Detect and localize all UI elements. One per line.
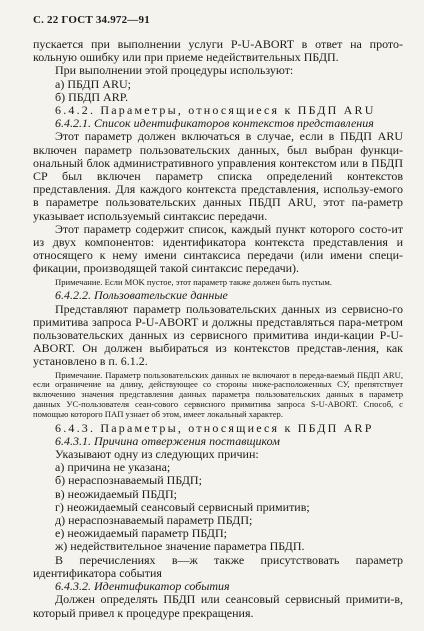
list-item: б) ПБДП ARP. <box>55 89 129 104</box>
page-header: С. 22 ГОСТ 34.972—91 <box>33 14 150 26</box>
paragraph: Представляют параметр пользовательских данных из сервисно-го примитива запроса P-U-ABORT и должны представляться пара-метром пользовательских данных из сервисного примитива инди-кации P-U-ABORT. Он должен выбираться из контекстов представ-ления, как установлено в п. 6.1.2. <box>33 301 403 369</box>
list-item: е) неожидаемый параметр ПБДП; <box>55 526 227 541</box>
list-item: г) неожидаемый сеансовый сервисный примитив; <box>55 499 310 514</box>
note: Примечание. Параметр пользовательских данных не включают в переда-ваемый ПБДП ARU, если ограничение на длину, действующее со стороны ниже-расположенных СУ, препятствует включению значения представления данных параметра пользовательских данных в параметр данных УС-пользователя сеан-сового сервисного примитива запроса S-U-ABORT. Способ, с помощью которого ПАП узнает об этом, имеет локальный характер. <box>33 369 403 419</box>
paragraph: Этот параметр содержит список, каждый пункт которого состо-ит из двух компонентов: идентификатора контекста представления и относящего к нему имени синтаксиса передачи (или имени специ-фикации, производящей такой синтаксис передачи). <box>33 221 403 276</box>
list-item: б) нераспознаваемый ПБДП; <box>55 473 202 488</box>
paragraph: В перечислениях в—ж также присутствовать параметр идентификатора события <box>33 552 403 580</box>
note: Примечание. Если MOK пустое, этот параметр также должен быть пустым. <box>55 276 332 287</box>
paragraph: Указывают одну из следующих причин: <box>55 447 259 462</box>
list-item: в) неожидаемый ПБДП; <box>55 486 177 501</box>
subsection-heading: 6.4.3.1. Причина отвержения поставщиком <box>55 433 280 448</box>
subsection-heading: 6.4.2.1. Список идентификаторов контекстов представления <box>55 116 374 131</box>
subsection-heading: 6.4.3.2. Идентификатор события <box>55 579 230 594</box>
list-item: а) ПБДП ARU; <box>55 76 131 91</box>
paragraph: Должен определять ПБДП или сеансовый сервисный примити-в, который привел к процедуре прекращения. <box>33 592 403 620</box>
list-item: ж) недействительное значение параметра ПБДП. <box>55 539 305 554</box>
paragraph: Этот параметр должен включаться в случае, если в ПБДП ARU включен параметр пользовательских данных, был выбран функци-ональный блок административного управления контекстом или в ПБДП CP был включен параметр списка определений контекстов представления. Для каждого контекста представления, использу-емого в параметре пользовательских данных ПБДП ARU, этот па-раметр указывает используемый синтаксис передачи. <box>33 129 403 223</box>
list-item: а) причина не указана; <box>55 460 171 475</box>
list-item: д) нераспознаваемый параметр ПБДП; <box>55 513 253 528</box>
section-heading: 6.4.2. Параметры, относящиеся к ПБДП ARU <box>55 103 376 118</box>
section-heading: 6.4.3. Параметры, относящиеся к ПБДП ARP <box>55 420 374 435</box>
subsection-heading: 6.4.2.2. Пользовательские данные <box>55 288 228 303</box>
paragraph: пускается при выполнении услуги P-U-ABORT в ответ на прото-кольную ошибку или при приеме недействительных ПБДП. <box>33 37 403 65</box>
document-body <box>33 38 403 620</box>
paragraph: При выполнении этой процедуры используют: <box>55 63 294 78</box>
